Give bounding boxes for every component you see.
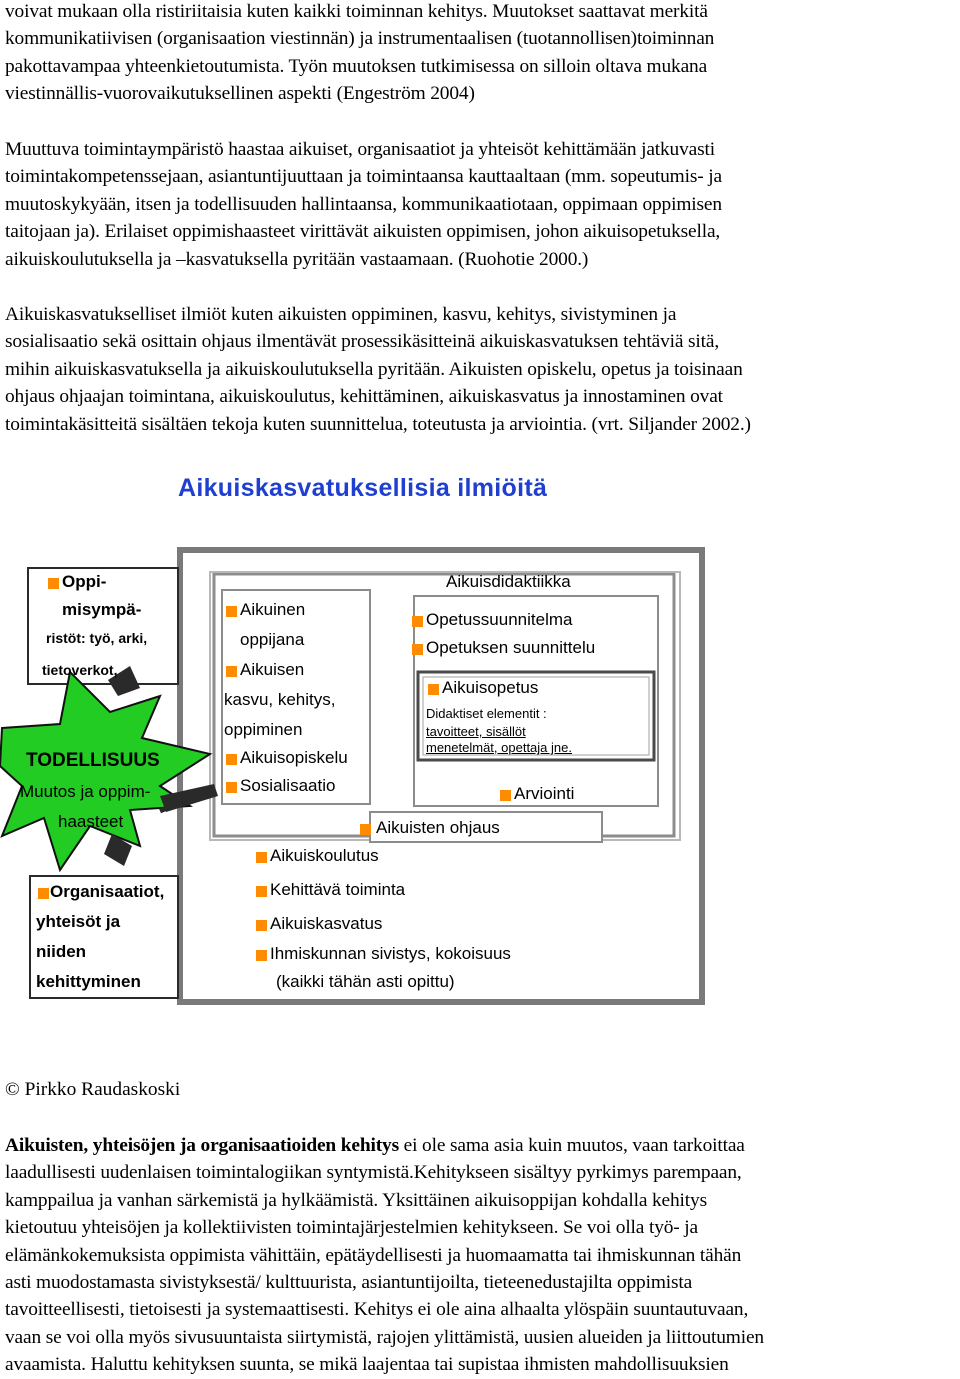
didactic-line: Didaktiset elementit : bbox=[426, 706, 547, 721]
inner-right-item: Opetuksen suunnittelu bbox=[426, 638, 596, 657]
bold-lead: Aikuisten, yhteisöjen ja organisaatioiden kehitys bbox=[5, 1135, 399, 1156]
text-line: Muuttuva toimintaympäristö haastaa aikuiset, organisaatiot ja yhteisöt kehittämään jatkuvasti bbox=[5, 139, 715, 160]
bullet-square-icon bbox=[256, 920, 267, 931]
text-line: elämänkokemuksista oppimista vähittäin, epätäydellisesti ja huomaamatta tai ihmiskunnan tähän bbox=[5, 1244, 742, 1266]
organisations-line: niiden bbox=[36, 942, 87, 961]
bullet-square-icon bbox=[256, 852, 267, 863]
bullet-square-icon bbox=[256, 886, 267, 897]
inner-left-item: kasvu, kehitys, bbox=[224, 690, 336, 709]
didactics-label: Aikuisdidaktiikka bbox=[446, 572, 571, 591]
inner-left-item: Sosialisaatio bbox=[240, 776, 336, 795]
text-line: kamppailua ja vanhan särkemistä ja hylkäämistä. Yksittäinen aikuisoppijan kohdalla kehitys bbox=[5, 1189, 707, 1211]
paragraph-environment bbox=[5, 136, 957, 273]
text-line: muutoskykyään, itsen ja todellisuuden hallintaansa, kommunikaatiotaan, oppimaan oppimisen bbox=[5, 193, 722, 215]
bullet-square-icon bbox=[428, 684, 439, 695]
bullet-square-icon bbox=[226, 782, 237, 793]
reality-title: TODELLISUUS bbox=[26, 750, 160, 771]
text-line: toimintakompetenssejaan, asiantuntijuuttaan ja toimintaansa kauttaaltaan (mm. sopeutumis- ja bbox=[5, 166, 722, 188]
text-line bbox=[5, 1132, 957, 1159]
top-paragraph bbox=[5, 0, 957, 108]
learning-env-line: ristöt: työ, arki, bbox=[46, 630, 148, 646]
text-line: viestinnällis-vuorovaikutuksellinen aspekti (Engeström 2004) bbox=[5, 83, 475, 105]
text-line: sosialisaatio sekä osittain ohjaus ilmentävät prosessikäsitteinä aikuiskasvatuksen tehtäviä sitä, bbox=[5, 331, 720, 353]
text-line: voivat mukaan olla ristiriitaisia kuten kaikki toiminnan kehitys. Muutokset saattavat merkitä bbox=[5, 1, 708, 22]
organisations-line: yhteisöt ja bbox=[36, 912, 121, 931]
text-line: ohjaus ohjaajan toimintana, aikuiskoulutus, kehittäminen, aikuiskasvatus ja innostaminen ovat bbox=[5, 386, 723, 408]
bullet-square-icon bbox=[226, 754, 237, 765]
evaluation-label: Arviointi bbox=[514, 784, 575, 803]
text-line: Aikuiskasvatukselliset ilmiöt kuten aikuisten oppiminen, kasvu, kehitys, sivistyminen ja bbox=[5, 304, 677, 325]
bullet-square-icon bbox=[412, 616, 423, 627]
paragraph-phenomena bbox=[5, 301, 957, 438]
learning-env-line: misympä- bbox=[62, 600, 142, 619]
bullet-square-icon bbox=[360, 824, 371, 835]
outer-item: Aikuiskoulutus bbox=[270, 846, 379, 865]
text-line: asti muodostamasta sivistyksestä/ kulttuurista, asiantuntijoilta, tieteenedustajilta oppimista bbox=[5, 1272, 693, 1294]
inner-left-item: oppijana bbox=[240, 630, 305, 649]
text-line: aikuiskoulutuksella ja –kasvatuksella pyritään vastaamaan. (Ruohotie 2000.) bbox=[5, 248, 589, 270]
inner-left-item: oppiminen bbox=[224, 720, 303, 739]
copyright-text: © Pirkko Raudaskoski bbox=[5, 1079, 181, 1100]
text-line: avaamista. Haluttu kehityksen suunta, se mikä laajentaa tai supistaa ihmisten mahdollisuuksien bbox=[5, 1354, 729, 1376]
inner-right-item: Aikuisopetus bbox=[442, 678, 539, 697]
reality-line: Muutos ja oppim- bbox=[20, 782, 151, 801]
guidance-label: Aikuisten ohjaus bbox=[376, 818, 500, 837]
didactic-line: tavoitteet, sisällöt bbox=[426, 724, 526, 739]
outer-item: Kehittävä toiminta bbox=[270, 880, 406, 899]
text-line: taitojaan ja). Erilaiset oppimishaasteet virittävät aikuisten oppimisen, johon aikuisopetuksella, bbox=[5, 221, 721, 243]
reality-line: haasteet bbox=[58, 812, 124, 831]
text-line: laadullisesti uudenlaisen toimintalogiikan syntymistä.Kehitykseen sisältyy pyrkimys parempaan, bbox=[5, 1162, 742, 1184]
text-line: vaan se voi olla myös sivusuuntaista siirtymistä, rajojen ylittämistä, uusien alueiden ja liittoutumien bbox=[5, 1326, 764, 1348]
learning-env-line: Oppi- bbox=[62, 572, 107, 591]
diagram-title: Aikuiskasvatuksellisia ilmiöitä bbox=[178, 474, 548, 502]
text-line: kietoutuu yhteisöjen ja kollektiivisten toimintajärjestelmien kehitykseen. Se voi olla työ- ja bbox=[5, 1217, 698, 1239]
phenomena-diagram bbox=[0, 466, 960, 1006]
inner-left-item: Aikuisen bbox=[240, 660, 305, 679]
organisations-line: kehittyminen bbox=[36, 972, 141, 991]
text-line: kommunikatiivisen (organisaation viestinnän) ja instrumentaalisen (tuotannollisen)toiminnan bbox=[5, 28, 715, 50]
bullet-square-icon bbox=[412, 644, 423, 655]
bullet-square-icon bbox=[500, 790, 511, 801]
outer-item: Ihmiskunnan sivistys, kokoisuus bbox=[270, 944, 511, 963]
text-line: mihin aikuiskasvatuksella ja aikuiskoulutuksella pyritään. Aikuisten opiskelu, opetus ja toisinaan bbox=[5, 358, 743, 380]
bullet-square-icon bbox=[256, 950, 267, 961]
outer-item: Aikuiskasvatus bbox=[270, 914, 383, 933]
bullet-square-icon bbox=[38, 888, 49, 899]
learning-env-line: tietoverkot, bbox=[42, 662, 118, 678]
bullet-square-icon bbox=[226, 606, 237, 617]
text-line: tavoitteellisesti, tietoisesti ja systemaattisesti. Kehitys ei ole aina alhaalta ylöspäin suuntautuvaan, bbox=[5, 1299, 749, 1321]
lead-rest: ei ole sama asia kuin muutos, vaan tarkoittaa bbox=[398, 1135, 745, 1156]
inner-left-item: Aikuisopiskelu bbox=[240, 748, 348, 767]
inner-left-item: Aikuinen bbox=[240, 600, 306, 619]
text-line: toimintakäsitteitä sisältäen tekoja kuten suunnittelua, toteutusta ja arviointia. (vrt. Siljander 2002.) bbox=[5, 413, 751, 435]
organisations-line: Organisaatiot, bbox=[50, 882, 165, 901]
bullet-square-icon bbox=[48, 578, 59, 589]
copyright-line bbox=[5, 1076, 957, 1103]
outer-item: (kaikki tähän asti opittu) bbox=[276, 972, 455, 991]
text-line: pakottavampaa yhteenkietoutumista. Työn muutoksen tutkimisessa on silloin oltava mukana bbox=[5, 55, 708, 77]
bullet-square-icon bbox=[226, 666, 237, 677]
paragraph-development bbox=[5, 1132, 957, 1379]
didactic-line: menetelmät, opettaja jne. bbox=[426, 740, 572, 755]
inner-right-item: Opetussuunnitelma bbox=[426, 610, 573, 629]
